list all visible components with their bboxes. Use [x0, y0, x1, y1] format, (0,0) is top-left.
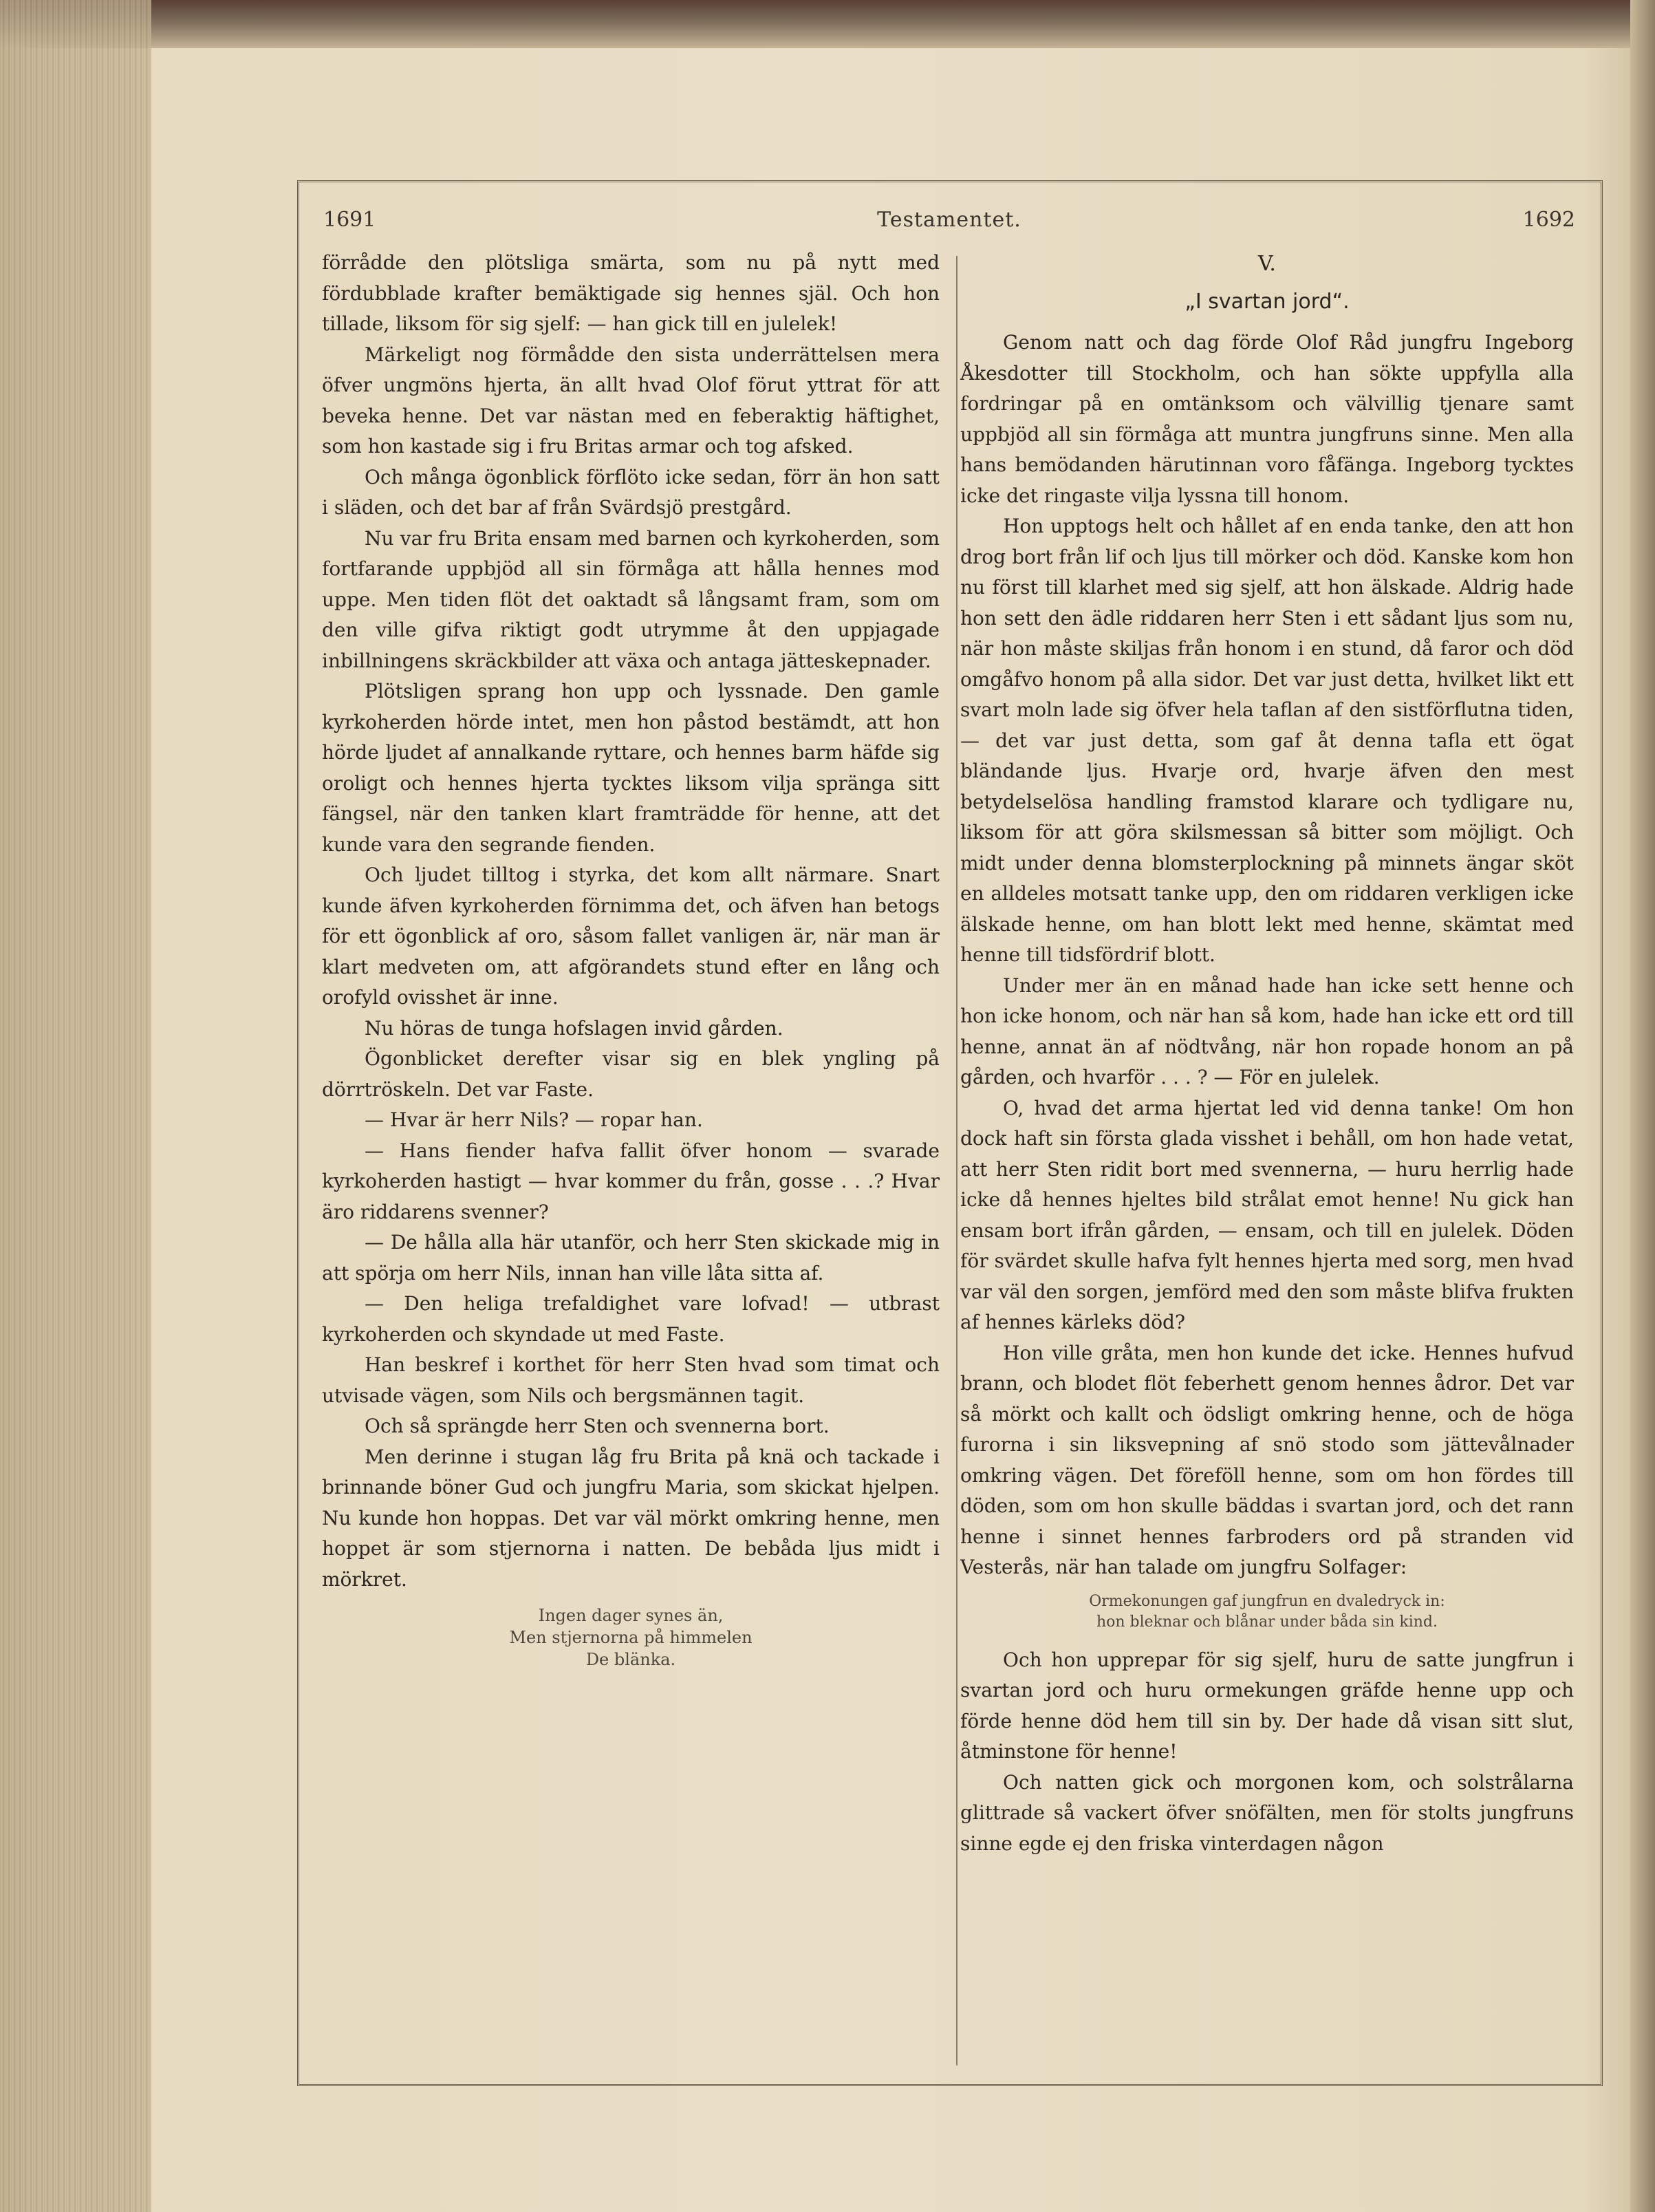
paragraph: Ögonblicket derefter visar sig en blek yngling på dörrtröskeln. Det var Faste.: [322, 1047, 940, 1101]
paragraph: — Hans fiender hafva fallit öfver honom — svarade kyrkoherden hastigt — hvar kommer du från, gosse . . .? Hvar äro riddarens svenner?: [322, 1139, 940, 1223]
paragraph: — Den heliga trefaldighet vare lofvad! — utbrast kyrkoherden och skyndade ut med Faste.: [322, 1292, 940, 1346]
verse-line: Ormekonungen gaf jungfrun en dvaledryck in:: [1089, 1592, 1445, 1610]
paragraph: Han beskref i korthet för herr Sten hvad som timat och utvisade vägen, som Nils och bergsmännen tagit.: [322, 1353, 940, 1407]
page-edge-right: [1630, 0, 1655, 2212]
verse-line: De blänka.: [585, 1650, 676, 1669]
column-divider: [956, 256, 958, 2065]
paragraph: Hon upptogs helt och hållet af en enda tanke, den att hon drog bort från lif och ljus till mörker och död. Kanske kom hon nu först till klarhet med sig sjelf, att hon älskade. Aldrig hade hon sett den ädle riddaren herr Sten i ett sådant ljus som nu, när hon måste skiljas från honom i en stund, då faror och död omgåfvo honom på alla sidor. Det var just detta, hvilket likt ett svart moln lade sig öfver hela taflan af den sistförflutna tiden, — det var just detta, som gaf åt denna tafla ett ögat bländande ljus. Hvarje ord, hvarje äfven den mest betydelselösa handling framstod klarare och tydligare nu, liksom för att göra skilsmessan så bitter som möjligt. Och midt under denna blomsterplockning på minnets ängar sköt en alldeles motsatt tanke upp, den om riddaren verkligen icke älskade henne, om han blott lekt med henne, skämtat med henne till tidsfördrif blott.: [960, 515, 1574, 966]
paragraph: Och många ögonblick förflöto icke sedan, förr än hon satt i släden, och det bar af från Svärdsjö prestgård.: [322, 465, 940, 519]
verse-quote: [322, 1604, 940, 1671]
paragraph: Och ljudet tilltog i styrka, det kom allt närmare. Snart kunde äfven kyrkoherden förnimma det, och äfven han betogs för ett ögonblick af oro, såsom fallet vanligen är, när man är klart medveten om, att afgörandets stund efter en lång och orofyld ovisshet är inne.: [322, 863, 940, 1009]
verse-line: hon bleknar och blånar under båda sin kind.: [1096, 1613, 1438, 1631]
running-title: Testamentet.: [877, 208, 1021, 232]
paragraph: Märkeligt nog förmådde den sista underrättelsen mera öfver ungmöns hjerta, än allt hvad Olof förut yttrat för att beveka henne. Det var nästan med en feberaktig häftighet, som hon kastade sig i fru Britas armar och tog afsked.: [322, 343, 940, 458]
paragraph: Nu var fru Brita ensam med barnen och kyrkoherden, som fortfarande uppbjöd all sin förmåga att hålla hennes mod uppe. Men tiden flöt det oaktadt så långsamt fram, som om den ville gifva riktigt godt utrymme åt den uppjagade inbillningens skräckbilder att växa och antaga jätteskepnader.: [322, 526, 940, 672]
paragraph: Och natten gick och morgonen kom, och solstrålarna glittrade så vackert öfver snöfälten, men för stolts jungfruns sinne egde ej den friska vinterdagen någon: [960, 1770, 1574, 1855]
verse-line: Ingen dager synes än,: [538, 1606, 724, 1625]
paragraph: Genom natt och dag förde Olof Råd jungfru Ingeborg Åkesdotter till Stockholm, och han sökte uppfylla alla fordringar på en omtänksom och välvillig tjenare samt uppbjöd all sin förmåga att muntra jungfruns sinne. Men alla hans bemödanden härutinnan voro fåfänga. Ingeborg tycktes icke det ringaste vilja lyssna till honom.: [960, 331, 1574, 507]
paragraph: Plötsligen sprang hon upp och lyssnade. Den gamle kyrkoherden hörde intet, men hon påstod bestämdt, att hon hörde ljudet af annalkande ryttare, och hennes barm häfde sig oroligt och hennes hjerta tycktes liksom vilja spränga sitt fängsel, när den tanken klart framträdde för henne, att det kunde vara den segrande fienden.: [322, 680, 940, 856]
paragraph: Och så sprängde herr Sten och svennerna bort.: [365, 1415, 830, 1437]
page-number-right: 1692: [1522, 208, 1575, 232]
page-number-left: 1691: [323, 208, 376, 232]
paragraph: Under mer än en månad hade han icke sett henne och hon icke honom, och när han så kom, hade han icke ett ord till henne, annat än af nödtvång, när hon ropade honom an på gården, och hvarför . . . ? — För en julelek.: [960, 974, 1574, 1088]
verse-quote: [960, 1591, 1574, 1633]
verse-line: Men stjernorna på himmelen: [509, 1628, 753, 1647]
paragraph: förrådde den plötsliga smärta, som nu på nytt med fördubblade krafter bemäktigade sig hennes själ. Och hon tillade, liksom för sig sjelf: — han gick till en julelek!: [322, 251, 940, 335]
paragraph: Hon ville gråta, men hon kunde det icke. Hennes hufvud brann, och blodet flöt feberhett genom hennes ådror. Det var så mörkt och kallt och ödsligt omkring henne, och de höga furorna i sin liksvepning af snö stodo som jättevålnader omkring vägen. Det föreföll henne, som om hon fördes till döden, som om hon skulle bäddas i svartan jord, och det rann henne i sinnet hennes farbroders ord på stranden vid Vesterås, när han talade om jungfru Solfager:: [960, 1341, 1574, 1578]
running-head: [323, 208, 1575, 235]
paragraph: — Hvar är herr Nils? — ropar han.: [365, 1108, 703, 1131]
chapter-number: V.: [1258, 252, 1276, 276]
paragraph: Nu höras de tunga hofslagen invid gården.: [365, 1016, 783, 1040]
book-binding-top: [0, 0, 1655, 48]
page-edges-left: [0, 0, 151, 2212]
chapter-title: „I svartan jord“.: [1185, 290, 1350, 314]
paragraph: O, hvad det arma hjertat led vid denna tanke! Om hon dock haft sin första glada visshet i behåll, om hon hade vetat, att herr Sten ridit bort med svennerna, — huru herrlig hade icke då hennes hjeltes bild strålat emot henne! Nu gick han ensam bort ifrån gården, — ensam, och till en julelek. Döden för svärdet skulle hafva fylt hennes hjerta med sorg, men hvad var väl den sorgen, jemförd med den som måste blifva frukten af hennes kärleks död?: [960, 1096, 1574, 1333]
paragraph: — De hålla alla här utanför, och herr Sten skickade mig in att spörja om herr Nils, innan han ville låta sitta af.: [322, 1231, 940, 1285]
left-column: [322, 248, 940, 1680]
right-column: [960, 249, 1574, 1859]
paragraph: Men derinne i stugan låg fru Brita på knä och tackade i brinnande böner Gud och jungfru Maria, som skickat hjelpen. Nu kunde hon hoppas. Det var väl mörkt omkring henne, men hoppet är som stjernorna i natten. De bebåda ljus midt i mörkret.: [322, 1445, 940, 1591]
paragraph: Och hon upprepar för sig sjelf, huru de satte jungfrun i svartan jord och huru ormekungen gräfde henne upp och förde henne död hem till sin by. Der hade då visan sitt slut, åtminstone för henne!: [960, 1648, 1574, 1763]
